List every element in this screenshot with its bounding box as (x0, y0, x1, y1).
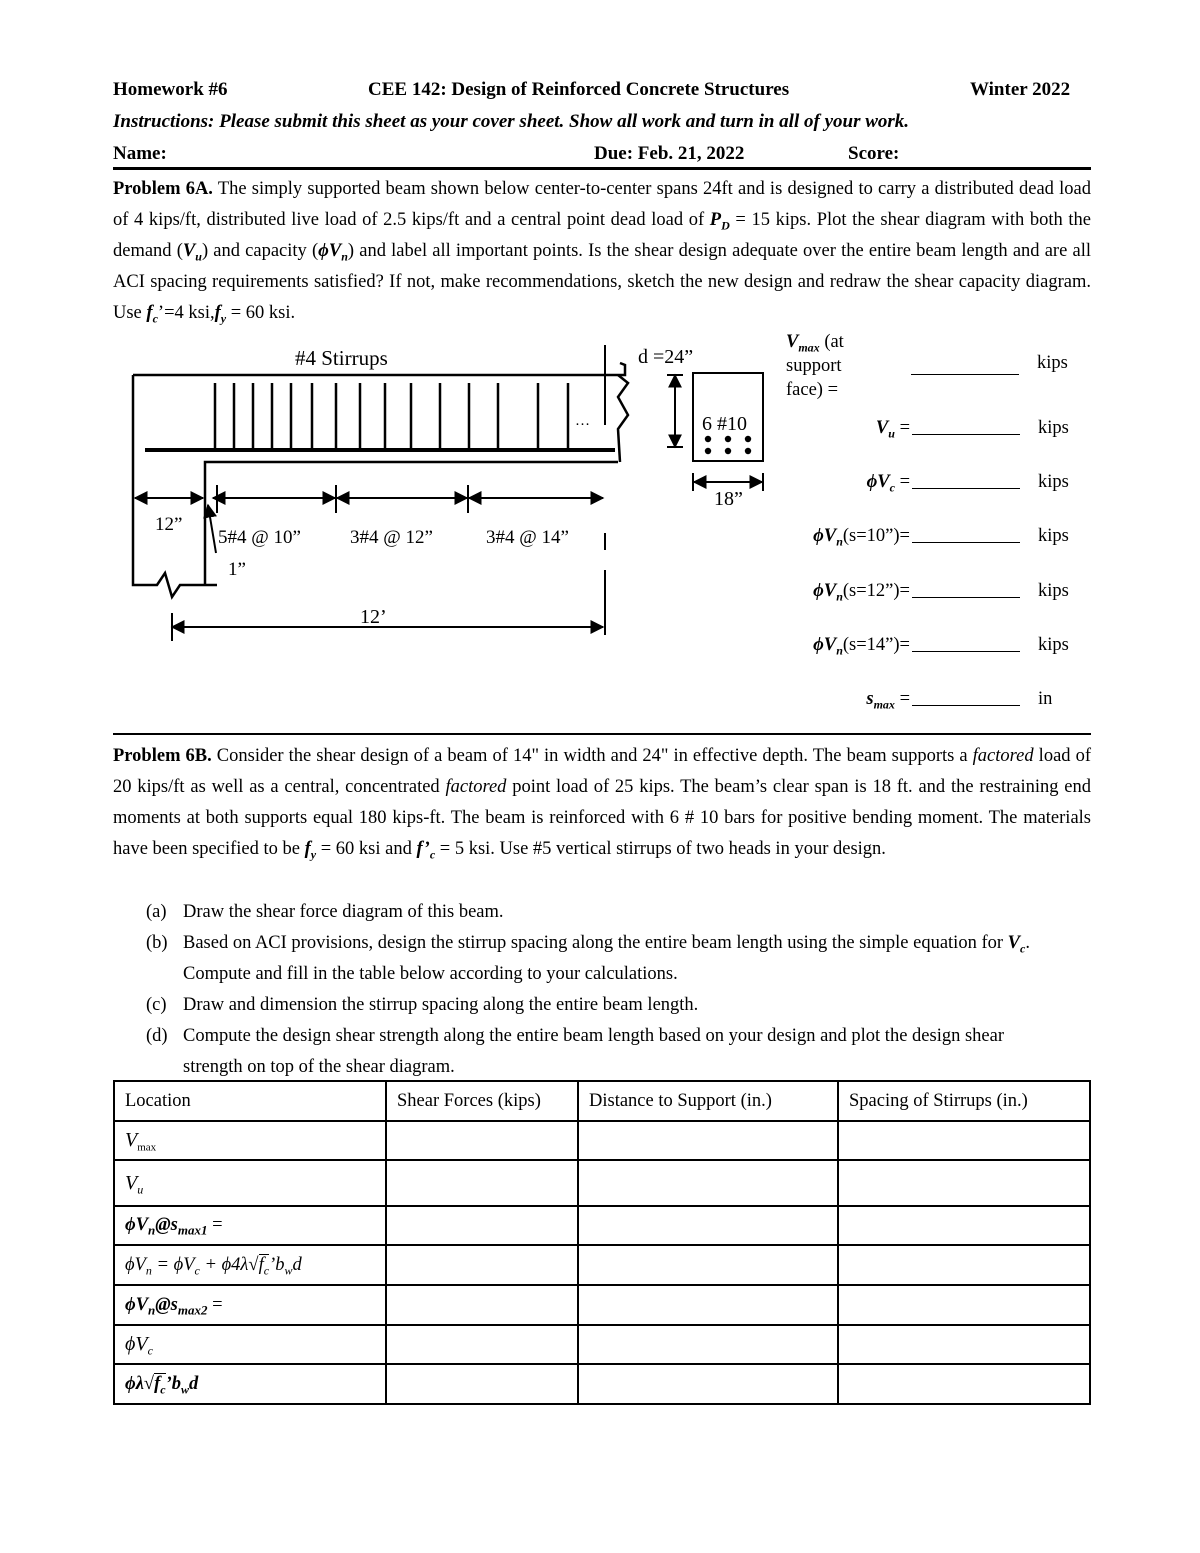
table-row (114, 1121, 1090, 1160)
vmax-unit: kips (1037, 353, 1068, 373)
phivn14-blank[interactable] (912, 651, 1020, 652)
problem-6b-text: Problem 6B. Consider the shear design of a beam of 14" in width and 24" in effective depth. The beam supports a factored load of 20 kips/ft as well as a central, concentrated factored point load of 25 kips. The beam’s clear span is 18 ft. and the restraining end moments at both supports equal 180 kips-ft. The beam is reinforced with 6 # 10 bars for positive bending moment. The materials have been specified to be $f_y = 60$ ksi and $f’_c = 5$ ksi. Use #5 vertical stirrups of two heads in your design. (113, 746, 1091, 862)
table-header: Distance to Support (in.) (578, 1081, 838, 1121)
distance-cell[interactable] (578, 1285, 838, 1325)
phivn12-blank[interactable] (912, 597, 1020, 598)
results-table (113, 1080, 1091, 1405)
problem-6b-label: Problem 6B. (113, 746, 212, 766)
offset-leader (208, 505, 216, 553)
offset-label: 1” (228, 559, 246, 580)
shear-cell[interactable] (386, 1364, 578, 1404)
table-header: Spacing of Stirrups (in.) (838, 1081, 1090, 1121)
instructions: Instructions: Please submit this sheet as your cover sheet. Show all work and turn in all of your work. (113, 111, 910, 132)
table-row (114, 1364, 1090, 1404)
seg2-label: 3#4 @ 12” (350, 527, 433, 548)
distance-cell[interactable] (578, 1121, 838, 1160)
list-item: (b) Based on ACI provisions, design the stirrup spacing along the entire beam length using the simple equation for $V_c$. Compute and fill in the table below according to your calculations. (146, 933, 1030, 984)
shear-cell[interactable] (386, 1160, 578, 1206)
shear-cell[interactable] (386, 1206, 578, 1245)
section-rule (113, 733, 1091, 735)
location-cell: $\phi V_c$ (114, 1325, 386, 1364)
problem-6a-text: Problem 6A. The simply supported beam shown below center-to-center spans 24ft and is designed to carry a distributed dead load of 4 kips/ft, distributed live load of 2.5 kips/ft and a central point dead load of $P_D = 15$ kips. Plot the shear diagram with both the demand $(V_u)$ and capacity $(\phi V_n)$ and label all important points. Is the shear design adequate over the entire beam length and are all ACI spacing requirements satisfied? If not, make recommendations, sketch the new design and redraw the shear capacity diagram. Use $f_c’=4$ $ksi,f_y = 60$ ksi. (113, 179, 1091, 326)
ellipsis: … (575, 413, 590, 429)
shear-cell[interactable] (386, 1245, 578, 1285)
distance-cell[interactable] (578, 1325, 838, 1364)
homework-number: Homework #6 (113, 79, 228, 100)
spacing-cell[interactable] (838, 1121, 1090, 1160)
table-header: Shear Forces (kips) (386, 1081, 578, 1121)
spacing-cell[interactable] (838, 1285, 1090, 1325)
spacing-cell[interactable] (838, 1245, 1090, 1285)
rebar-dots (705, 436, 751, 454)
table-header: Location (114, 1081, 386, 1121)
width-label: 18” (714, 488, 743, 510)
seg3-label: 3#4 @ 14” (486, 527, 569, 548)
location-cell: $V_{max}$ (114, 1121, 386, 1160)
vmax-label: $V_{max}$ (at support face) = (786, 332, 844, 400)
shear-cell[interactable] (386, 1285, 578, 1325)
seg1-label: 5#4 @ 10” (218, 527, 301, 548)
vu-blank[interactable] (912, 434, 1020, 435)
problem-6a-label: Problem 6A. (113, 179, 213, 199)
table-row (114, 1160, 1090, 1206)
bars-label: 6 #10 (702, 413, 747, 435)
location-cell: $\phi\lambda√f_c’b_wd$ (114, 1364, 386, 1404)
table-row (114, 1206, 1090, 1245)
location-cell: $\phi V_n = \phi V_c$ + $\phi 4\lambda√f_c’b_wd$ (114, 1245, 386, 1285)
beam-diagram (110, 335, 790, 645)
location-cell: $V_u$ (114, 1160, 386, 1206)
distance-cell[interactable] (578, 1245, 838, 1285)
shear-cell[interactable] (386, 1121, 578, 1160)
stirrups-label: #4 Stirrups (295, 346, 388, 370)
list-item: (a) Draw the shear force diagram of this beam. (146, 902, 504, 922)
vmax-blank[interactable] (911, 374, 1019, 375)
depth-label: d =24” (638, 346, 694, 368)
support-width-label: 12” (155, 514, 183, 535)
stirrups (215, 383, 568, 450)
smax-blank[interactable] (912, 705, 1020, 706)
spacing-cell[interactable] (838, 1206, 1090, 1245)
table-row (114, 1325, 1090, 1364)
header-rule (113, 167, 1091, 170)
table-header-row (114, 1081, 1090, 1121)
location-cell: $\phi V_n@s_{max1}$ = (114, 1206, 386, 1245)
problem-6b-list (146, 897, 1046, 1083)
list-item: (d) Compute the design shear strength along the entire beam length based on your design and plot the design shear strength on top of the shear diagram. (146, 1026, 1004, 1077)
table-row (114, 1245, 1090, 1285)
beam-outline (133, 363, 628, 597)
spacing-cell[interactable] (838, 1160, 1090, 1206)
phivn10-blank[interactable] (912, 542, 1020, 543)
name-label: Name: (113, 143, 167, 164)
half-span-label: 12’ (360, 606, 387, 628)
location-cell: $\phi V_n@s_{max2}$ = (114, 1285, 386, 1325)
distance-cell[interactable] (578, 1160, 838, 1206)
table-row (114, 1285, 1090, 1325)
spacing-cell[interactable] (838, 1325, 1090, 1364)
course-title: CEE 142: Design of Reinforced Concrete Structures (368, 79, 790, 100)
due-date: Due: Feb. 21, 2022 (594, 143, 745, 164)
score-label: Score: (848, 143, 900, 164)
phivc-blank[interactable] (912, 488, 1020, 489)
shear-cell[interactable] (386, 1325, 578, 1364)
list-item: (c) Draw and dimension the stirrup spacing along the entire beam length. (146, 995, 699, 1015)
term: Winter 2022 (970, 79, 1071, 100)
distance-cell[interactable] (578, 1206, 838, 1245)
distance-cell[interactable] (578, 1364, 838, 1404)
spacing-cell[interactable] (838, 1364, 1090, 1404)
